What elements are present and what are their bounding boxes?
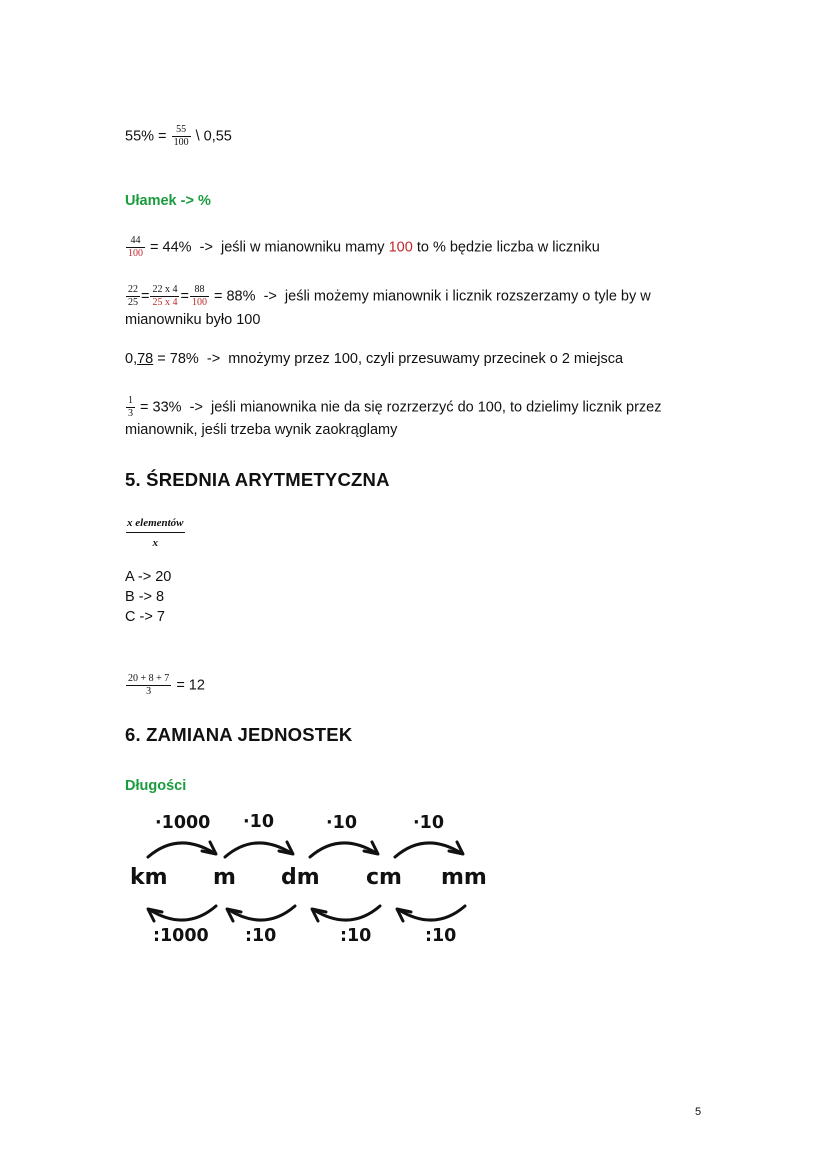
denominator: 100 (128, 248, 143, 259)
equation-result: = 33% (140, 399, 182, 416)
example-4-continued: mianownik, jeśli trzeba wynik zaokrąglamy (125, 422, 398, 438)
numerator: 88 (190, 284, 209, 297)
divisor-label: :10 (425, 926, 457, 946)
numerator: 20 + 8 + 7 (128, 673, 170, 684)
example-1 (125, 235, 600, 260)
fraction (126, 395, 135, 420)
numerator: 22 x 4 (152, 284, 178, 295)
equation-rhs: \ 0,55 (195, 128, 232, 145)
arrow-text: -> (199, 239, 213, 256)
unit-cm: cm (366, 865, 402, 890)
subheading-lengths: Długości (125, 778, 187, 794)
arrow-text: -> (189, 399, 203, 416)
multiplier-label: ·10 (326, 813, 358, 833)
percent-to-fraction-line (125, 124, 232, 149)
equation-result: = 88% (213, 288, 256, 305)
equation-result: = 78% (157, 351, 199, 367)
denominator: 3 (146, 686, 152, 697)
divisor-label: :1000 (153, 926, 209, 946)
highlight-number: 100 (388, 239, 413, 256)
unit-mm: mm (441, 865, 487, 890)
fraction (150, 284, 179, 309)
example-2-continued: mianowniku było 100 (125, 312, 261, 328)
list-item: B -> 8 (125, 589, 165, 605)
multiplier-label: ·1000 (155, 813, 211, 833)
numerator: 55 (172, 124, 191, 137)
arrow-text: -> (263, 288, 277, 305)
list-item: A -> 20 (125, 569, 172, 585)
unit-km: km (130, 865, 168, 890)
example-4 (125, 395, 661, 420)
fraction (172, 124, 191, 149)
explanation-text: jeśli mianownika nie da się rozrzerzyć do 100, to dzielimy licznik przez (210, 399, 662, 416)
denominator: 100 (191, 297, 207, 308)
denominator: 25 x 4 (152, 297, 178, 308)
mean-example (125, 673, 205, 698)
numerator: 22 (128, 284, 138, 295)
explanation-text: jeśli możemy mianownik i licznik rozszerzamy o tyle by w (284, 288, 651, 305)
equation-result: = 12 (176, 677, 205, 694)
fraction (126, 673, 171, 698)
multiplier-label: ·10 (413, 813, 445, 833)
divisor-label: :10 (340, 926, 372, 946)
fraction (126, 235, 145, 260)
equation-lhs: 55% = (125, 128, 167, 145)
page-number: 5 (695, 1106, 702, 1118)
mean-formula (125, 516, 186, 550)
numerator: x elementów (126, 516, 185, 533)
multiplier-label: ·10 (243, 812, 275, 832)
backward-arrows (130, 898, 490, 928)
subheading-fraction-to-percent: Ułamek -> % (125, 193, 211, 209)
fraction (190, 284, 209, 309)
decimal-underlined-part: 78 (137, 351, 154, 367)
forward-arrows (130, 835, 490, 865)
denominator: x (152, 537, 159, 549)
equation-result: = 44% (150, 239, 192, 256)
denominator: 3 (128, 408, 133, 419)
numerator: 1 (128, 395, 133, 406)
unit-dm: dm (281, 865, 320, 890)
denominator: 25 (128, 297, 138, 308)
decimal-integer-part: 0, (125, 351, 138, 367)
denominator: 100 (173, 137, 189, 148)
fraction (126, 516, 185, 550)
section-heading-mean: 5. ŚREDNIA ARYTMETYCZNA (125, 469, 390, 490)
example-2: $\frac{22}{25}$ = $\frac{22 x 4}{25 x 4}$ = $\frac{88}{100}$ = 88% -> jeśli możemy mianownik i licznik rozszerzamy o tyle by w (128, 284, 651, 308)
explanation-text: jeśli w mianowniku mamy (220, 239, 385, 256)
arrow-text: -> (206, 351, 221, 367)
fraction (126, 284, 140, 309)
explanation-text: mnożymy przez 100, czyli przesuwamy przecinek o 2 miejsca (228, 351, 624, 367)
divisor-label: :10 (245, 926, 277, 946)
explanation-text: to % będzie liczba w liczniku (416, 239, 600, 256)
unit-m: m (213, 865, 236, 890)
list-item: C -> 7 (125, 609, 165, 625)
example-3 (125, 349, 623, 369)
section-heading-units: 6. ZAMIANA JEDNOSTEK (125, 724, 353, 745)
numerator: 44 (126, 235, 145, 248)
